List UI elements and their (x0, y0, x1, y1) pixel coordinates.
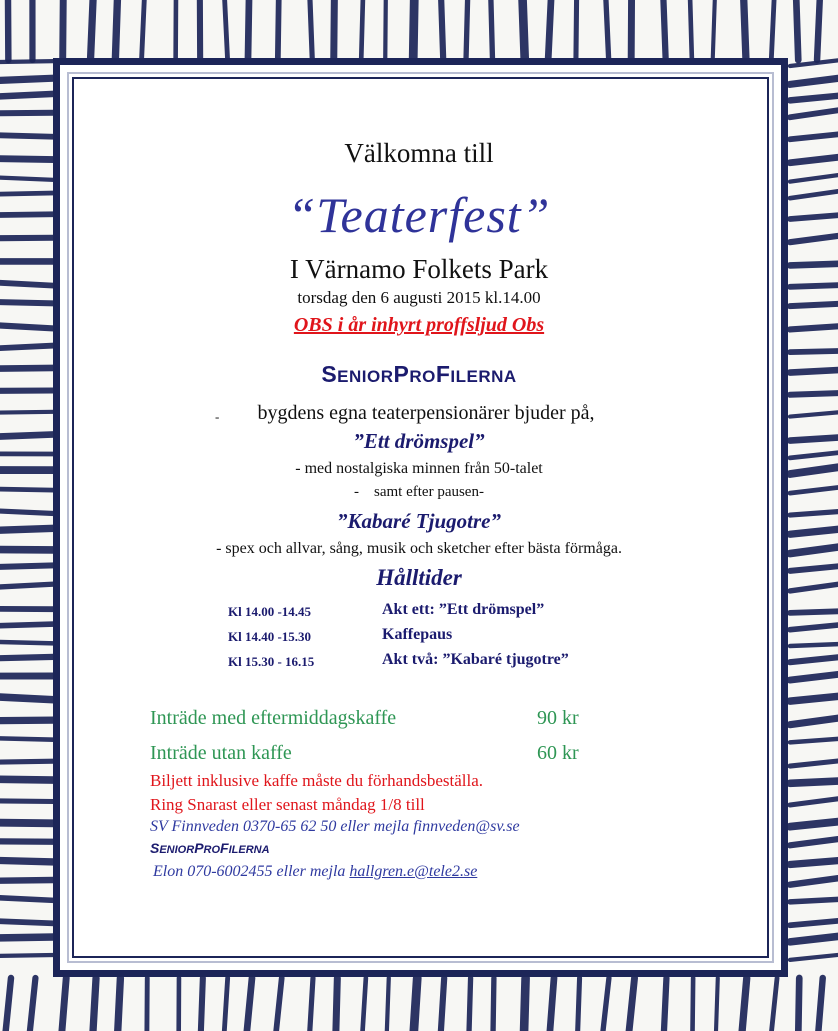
after-break-text: - samt efter pausen- (354, 484, 484, 500)
schedule-activity: Kaffepaus (382, 626, 453, 643)
group-name: SENIORPROFILERNA (321, 361, 517, 387)
booking-deadline: Ring Snarast eller senast måndag 1/8 till (150, 795, 425, 814)
schedule-time: Kl 14.40 -15.30 (228, 629, 312, 644)
play-title-1: ”Ett drömspel” (353, 429, 485, 453)
welcome-text: Välkomna till (344, 138, 494, 168)
elon-contact-text: Elon 070-6002455 eller mejla (153, 863, 350, 880)
play-title-2: ”Kabaré Tjugotre” (337, 509, 501, 533)
booking-note: Biljett inklusive kaffe måste du förhandsbeställa. (150, 771, 483, 790)
elon-contact (153, 863, 477, 881)
schedule-time: Kl 14.00 -14.45 (228, 604, 312, 619)
schedule-activity: Akt ett: ”Ett drömspel” (382, 601, 545, 618)
price-value: 90 kr (537, 707, 579, 729)
event-datetime: torsdag den 6 augusti 2015 kl.14.00 (297, 288, 541, 307)
event-place: I Värnamo Folkets Park (289, 254, 549, 284)
price-label: Inträde utan kaffe (150, 742, 292, 764)
intro-dash: - (215, 409, 220, 424)
sv-contact: SV Finnveden 0370-65 62 50 eller mejla finnveden@sv.se (150, 818, 520, 835)
intro-text: bygdens egna teaterpensionärer bjuder på, (257, 402, 595, 424)
schedule-activity: Akt två: ”Kabaré tjugotre” (382, 651, 569, 668)
schedule-heading: Hålltider (376, 565, 462, 590)
event-title: “Teaterfest” (287, 187, 551, 243)
price-label: Inträde med eftermiddagskaffe (150, 707, 397, 729)
price-value: 60 kr (537, 742, 579, 764)
group-name-small: SENIORPROFILERNA (150, 840, 270, 856)
play-desc-1: - med nostalgiska minnen från 50-talet (295, 460, 543, 477)
email-link[interactable]: hallgren.e@tele2.se (349, 863, 478, 880)
schedule-time: Kl 15.30 - 16.15 (228, 654, 315, 669)
play-desc-2: - spex och allvar, sång, musik och sketcher efter bästa förmåga. (216, 540, 622, 557)
sound-notice: OBS i år inhyrt proffsljud Obs (293, 314, 545, 336)
